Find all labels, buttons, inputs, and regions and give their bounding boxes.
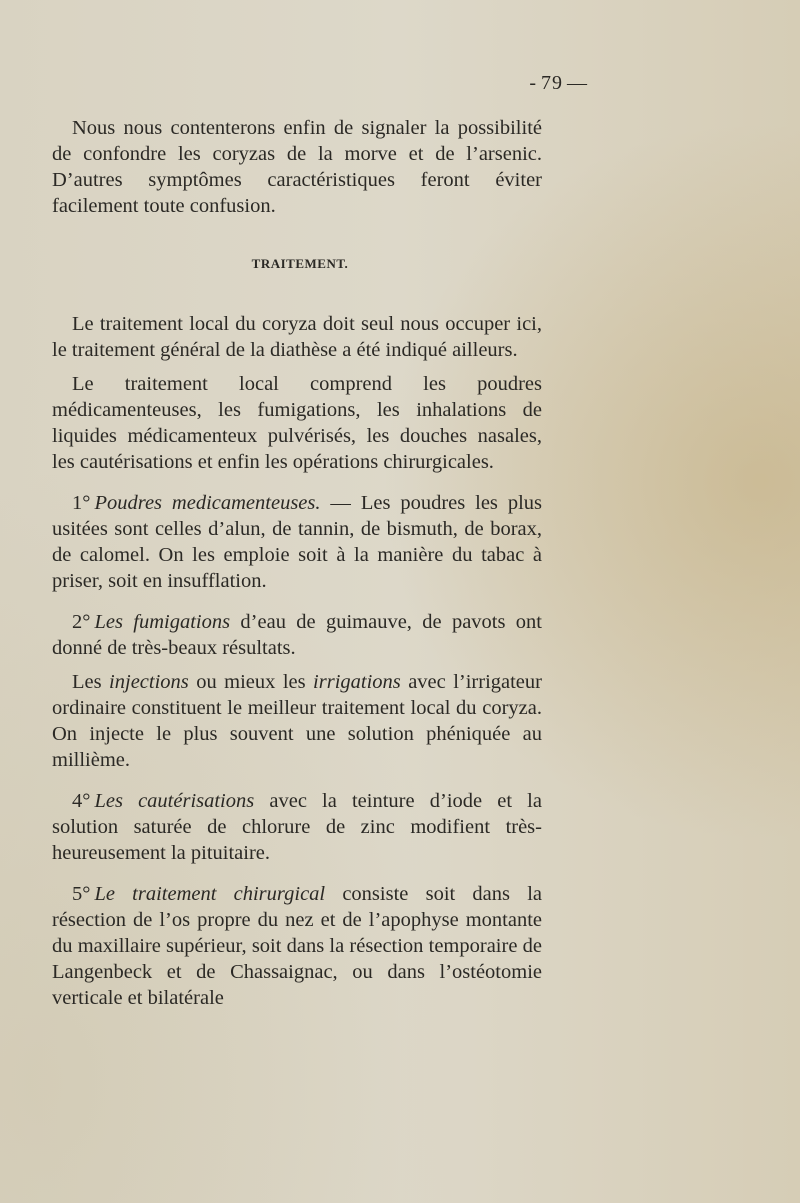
intro-paragraph: Nous nous contenterons enfin de signaler la possibilité de confondre les coryzas de la morve et de l’arsenic. D’autres symptômes caractéristiques feront éviter facilement toute confusion. (52, 117, 542, 217)
intro-block (52, 115, 542, 219)
page-number (0, 72, 588, 95)
treatment-body (52, 311, 542, 1011)
item-4-text: avec la teinture d’iode et la solution saturée de chlorure de zinc modifient très-heureusement la pituitaire. (52, 790, 542, 864)
item-2-text: d’eau de guimauve, de pavots ont donné de très-beaux résultats. (52, 611, 543, 659)
item-5-number: 5° (72, 883, 91, 905)
item-5-lead: Le traitement chirurgical (94, 883, 326, 905)
paragraph-local: Le traitement local du coryza doit seul nous occuper ici, le traitement général de la diathèse a été indiqué ailleurs. (52, 313, 542, 361)
paragraph-item-5 (52, 881, 542, 1011)
item-3-lead-injections: injections (109, 671, 189, 693)
item-1-lead: Poudres medicamenteuses. (94, 492, 321, 514)
page-number-value: 79 (541, 72, 563, 94)
paragraph-comprend: Le traitement local comprend les poudres médicamenteuses, les fumigations, les inhalations de liquides médicamenteux pulvérisés, les douches nasales, les cautérisations et enfin les opérations chirurgicales. (52, 373, 542, 473)
item-2-number: 2° (72, 611, 91, 633)
page-number-suffix: — (567, 72, 588, 94)
item-5-text: consiste soit dans la résection de l’os propre du nez et de l’apophyse montante du maxillaire supérieur, soit dans la résection temporaire de Langenbeck et de Chassaignac, ou dans l’ostéotomie verticale et bilatérale (52, 883, 542, 1009)
page-number-prefix: - (529, 72, 537, 94)
item-4-number: 4° (72, 790, 91, 812)
item-2-lead: Les fumigations (94, 611, 231, 633)
item-3-pre: Les (72, 671, 110, 693)
paragraph-item-2 (52, 609, 542, 661)
paragraph-item-3 (52, 669, 542, 773)
paragraph-item-1 (52, 490, 542, 594)
paragraph-item-4 (52, 788, 542, 866)
section-heading: TRAITEMENT. (251, 256, 349, 271)
item-4-lead: Les cautérisations (94, 790, 255, 812)
item-3-mid: ou mieux les (188, 671, 314, 693)
item-1-text: — Les poudres les plus usitées sont celles d’alun, de tannin, de bismuth, de borax, de calomel. On les emploie soit à la manière du tabac à priser, soit en insufflation. (52, 492, 542, 592)
item-3-lead-irrigations: irrigations (313, 671, 401, 693)
item-3-text: avec l’irrigateur ordinaire constituent le meilleur traitement local du coryza. On injecte le plus souvent une solution phéniquée au millième. (52, 671, 542, 771)
item-1-number: 1° (72, 492, 91, 514)
